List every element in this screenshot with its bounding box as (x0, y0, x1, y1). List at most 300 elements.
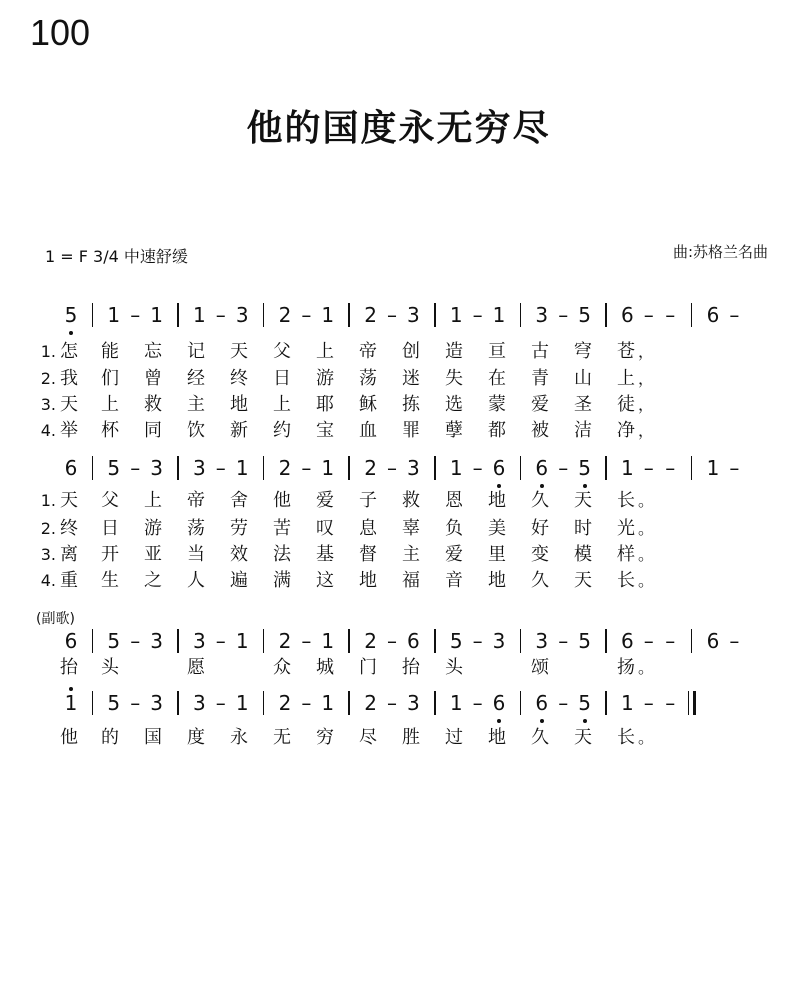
duration-dash: – (472, 303, 483, 327)
lyric-char: 他 (273, 490, 291, 511)
lyric-char: 法 (273, 544, 291, 565)
lyric-char: 们 (101, 368, 119, 389)
note: 6 (621, 303, 634, 327)
barline (605, 629, 607, 653)
lyric-char: 救 (144, 394, 162, 415)
note: 6 (492, 691, 506, 715)
note: 2 (364, 456, 377, 480)
lyric-char: 穹 (574, 341, 592, 362)
barline (177, 629, 179, 653)
verse-number: 4. (40, 571, 56, 590)
note: 3 (150, 629, 163, 653)
lyric-char: 被 (531, 420, 549, 441)
note: 5 (578, 303, 591, 327)
verse-number: 1. (40, 491, 56, 510)
note: 1 (321, 303, 335, 327)
note: 1 (449, 303, 463, 327)
lyric-char: 上 (101, 394, 119, 415)
lyric-char: 天 (60, 490, 78, 511)
lyric-char: 地 (230, 394, 248, 415)
note: 3 (535, 629, 549, 653)
duration-dash: – (643, 629, 654, 653)
barline (520, 456, 522, 480)
duration-dash: – (643, 456, 654, 480)
lyric-punctuation: ， (638, 369, 655, 388)
duration-dash: – (130, 456, 141, 480)
chorus-label: (副歌) (36, 611, 75, 627)
note: 1 (449, 691, 463, 715)
lyric-char: 他 (60, 727, 78, 748)
lyric-char: 子 (359, 490, 377, 511)
lyric-char: 都 (488, 420, 506, 441)
duration-dash: – (665, 303, 676, 327)
note: 2 (278, 303, 292, 327)
duration-dash: – (130, 629, 141, 653)
lyric-char: 日 (101, 518, 119, 539)
lyric-punctuation: 。 (638, 728, 655, 747)
barline (263, 303, 265, 327)
octave-dot-below (497, 719, 501, 723)
note: 1 (621, 691, 634, 715)
barline (348, 303, 350, 327)
note: 3 (407, 303, 420, 327)
lyric-char: 变 (531, 544, 549, 565)
barline (691, 456, 693, 480)
note: 6 (64, 629, 78, 653)
barline (520, 691, 522, 715)
lyric-char: 重 (60, 570, 78, 591)
note: 1 (193, 303, 206, 327)
lyric-char: 长 (617, 570, 635, 591)
barline (263, 691, 265, 715)
lyric-punctuation: 。 (638, 519, 655, 538)
note: 3 (407, 691, 420, 715)
lyric-char: 督 (359, 544, 377, 565)
lyric-char: 罪 (402, 420, 420, 441)
lyric-char: 扬 (617, 657, 635, 678)
lyric-char: 上 (144, 490, 162, 511)
lyric-char: 久 (531, 570, 549, 591)
lyric-char: 地 (488, 570, 506, 591)
lyric-char: 亚 (144, 544, 162, 565)
key-signature: 1 = F 3/4 中速舒缓 (45, 247, 188, 266)
note: 3 (193, 629, 206, 653)
verse-number: 3. (40, 545, 56, 564)
lyric-char: 时 (574, 518, 592, 539)
lyric-char: 苍 (617, 341, 635, 362)
note: 3 (193, 691, 206, 715)
lyric-char: 荡 (187, 518, 205, 539)
lyric-char: 杯 (101, 420, 119, 441)
lyric-char: 救 (402, 490, 420, 511)
note: 3 (535, 303, 549, 327)
note: 2 (278, 456, 292, 480)
barline (177, 691, 179, 715)
barline (348, 456, 350, 480)
lyric-char: 天 (574, 727, 592, 748)
note: 3 (492, 629, 506, 653)
note: 1 (235, 456, 249, 480)
lyric-char: 帝 (359, 341, 377, 362)
note: 5 (578, 691, 591, 715)
notation-line (0, 453, 797, 483)
lyric-char: 辜 (402, 518, 420, 539)
note: 1 (492, 303, 506, 327)
note: 1 (621, 456, 634, 480)
barline (605, 456, 607, 480)
lyric-char: 地 (488, 490, 506, 511)
song-title: 他的国度永无穷尽 (246, 107, 551, 149)
lyric-char: 无 (273, 727, 291, 748)
lyric-char: 息 (359, 518, 377, 539)
barline (434, 691, 436, 715)
lyric-char: 度 (187, 727, 205, 748)
note: 6 (407, 629, 420, 653)
lyric-char: 能 (101, 341, 119, 362)
lyric-char: 终 (230, 368, 248, 389)
composer-credit: 曲:苏格兰名曲 (673, 243, 769, 261)
octave-dot-below (69, 331, 73, 335)
lyric-char: 光 (617, 518, 635, 539)
lyric-char: 曾 (144, 368, 162, 389)
lyric-char: 天 (230, 341, 248, 362)
lyric-char: 我 (60, 368, 78, 389)
lyric-char: 爱 (531, 394, 549, 415)
note: 2 (364, 691, 377, 715)
lyric-char: 游 (144, 518, 162, 539)
lyric-char: 洁 (574, 420, 592, 441)
lyric-char: 迷 (402, 368, 420, 389)
lyric-char: 血 (359, 420, 377, 441)
lyric-char: 亘 (488, 341, 506, 362)
note: 6 (64, 456, 78, 480)
verse-number: 2. (40, 519, 56, 538)
note: 1 (107, 303, 121, 327)
lyric-char: 胜 (402, 727, 420, 748)
duration-dash: – (301, 456, 312, 480)
note: 5 (578, 629, 591, 653)
lyric-char: 父 (101, 490, 119, 511)
lyric-char: 生 (101, 570, 119, 591)
duration-dash: – (387, 691, 397, 715)
lyric-char: 造 (445, 341, 463, 362)
verse-number: 4. (40, 421, 56, 440)
lyric-char: 抬 (60, 657, 78, 678)
octave-dot-below (583, 719, 587, 723)
lyric-char: 人 (187, 570, 205, 591)
lyric-char: 众 (273, 657, 291, 678)
lyric-char: 效 (230, 544, 248, 565)
lyric-char: 劳 (230, 518, 248, 539)
note: 5 (64, 303, 78, 327)
lyric-char: 样 (617, 544, 635, 565)
lyric-punctuation: ， (638, 421, 655, 440)
lyric-char: 古 (531, 341, 549, 362)
lyric-char: 失 (445, 368, 463, 389)
page-number: 100 (30, 12, 91, 53)
lyric-char: 主 (187, 394, 205, 415)
lyric-char: 模 (574, 544, 592, 565)
duration-dash: – (558, 456, 569, 480)
lyric-char: 久 (531, 727, 549, 748)
duration-dash: – (301, 303, 312, 327)
duration-dash: – (387, 629, 397, 653)
duration-dash: – (215, 629, 226, 653)
lyric-char: 同 (144, 420, 162, 441)
lyric-char: 记 (187, 341, 205, 362)
barline (177, 303, 179, 327)
lyric-char: 净 (617, 420, 635, 441)
lyric-char: 头 (445, 657, 463, 678)
note: 1 (321, 629, 335, 653)
lyric-char: 之 (144, 570, 162, 591)
barline (348, 629, 350, 653)
notation-line (0, 300, 797, 330)
octave-dot-below (540, 719, 544, 723)
duration-dash: – (301, 691, 312, 715)
duration-dash: – (665, 629, 676, 653)
final-barline-thick (693, 691, 697, 715)
note: 3 (193, 456, 206, 480)
barline (605, 303, 607, 327)
lyric-char: 永 (230, 727, 248, 748)
barline (691, 629, 693, 653)
duration-dash: – (643, 303, 654, 327)
lyric-char: 上 (273, 394, 291, 415)
note: 1 (235, 629, 249, 653)
lyric-char: 爱 (316, 490, 334, 511)
lyric-char: 拣 (402, 394, 420, 415)
lyric-punctuation: 。 (638, 545, 655, 564)
duration-dash: – (130, 303, 141, 327)
barline (434, 303, 436, 327)
lyric-char: 这 (316, 570, 334, 591)
lyric-char: 饮 (187, 420, 205, 441)
lyric-char: 穷 (316, 727, 334, 748)
note: 5 (449, 629, 463, 653)
lyric-char: 徒 (617, 394, 635, 415)
note: 2 (364, 629, 377, 653)
lyric-char: 创 (402, 341, 420, 362)
lyric-line (0, 392, 797, 418)
barline (263, 456, 265, 480)
notation-line (0, 626, 797, 656)
lyric-char: 美 (488, 518, 506, 539)
note: 1 (321, 691, 335, 715)
note: 5 (107, 456, 121, 480)
lyric-char: 孽 (445, 420, 463, 441)
note: 2 (364, 303, 377, 327)
lyric-char: 日 (273, 368, 291, 389)
verse-number: 1. (40, 342, 56, 361)
note: 3 (150, 691, 163, 715)
lyric-char: 荡 (359, 368, 377, 389)
verse-number: 2. (40, 369, 56, 388)
duration-dash: – (729, 629, 740, 653)
lyric-char: 主 (402, 544, 420, 565)
duration-dash: – (472, 691, 483, 715)
note: 5 (107, 691, 121, 715)
lyric-line (0, 655, 797, 681)
duration-dash: – (558, 691, 569, 715)
lyric-char: 游 (316, 368, 334, 389)
lyric-char: 的 (101, 727, 119, 748)
barline (92, 629, 94, 653)
lyric-char: 离 (60, 544, 78, 565)
barline (605, 691, 607, 715)
lyric-punctuation: 。 (638, 491, 655, 510)
verse-number: 3. (40, 395, 56, 414)
duration-dash: – (643, 691, 654, 715)
duration-dash: – (215, 303, 226, 327)
lyric-line (0, 366, 797, 392)
lyric-char: 好 (531, 518, 549, 539)
lyric-char: 帝 (187, 490, 205, 511)
lyric-char: 上 (316, 341, 334, 362)
duration-dash: – (387, 456, 397, 480)
lyric-char: 颂 (531, 657, 549, 678)
lyric-char: 天 (60, 394, 78, 415)
note: 6 (535, 456, 549, 480)
lyric-char: 叹 (316, 518, 334, 539)
note: 2 (278, 691, 292, 715)
lyric-char: 开 (101, 544, 119, 565)
lyric-line (0, 725, 797, 751)
lyric-char: 上 (617, 368, 635, 389)
lyric-punctuation: 。 (638, 658, 655, 677)
barline (348, 691, 350, 715)
note: 5 (107, 629, 121, 653)
barline (177, 456, 179, 480)
lyric-char: 恩 (445, 490, 463, 511)
note: 6 (706, 303, 720, 327)
barline (434, 629, 436, 653)
lyric-char: 爱 (445, 544, 463, 565)
lyric-char: 负 (445, 518, 463, 539)
final-barline-thin (688, 691, 690, 715)
note: 3 (235, 303, 249, 327)
barline (520, 303, 522, 327)
lyric-char: 福 (402, 570, 420, 591)
duration-dash: – (665, 691, 676, 715)
lyric-char: 忘 (144, 341, 162, 362)
note: 6 (492, 456, 506, 480)
duration-dash: – (558, 629, 569, 653)
duration-dash: – (472, 629, 483, 653)
barline (92, 456, 94, 480)
lyric-char: 地 (359, 570, 377, 591)
lyric-char: 里 (488, 544, 506, 565)
lyric-char: 父 (273, 341, 291, 362)
lyric-char: 长 (617, 490, 635, 511)
lyric-char: 愿 (187, 657, 205, 678)
lyric-line (0, 542, 797, 568)
lyric-char: 音 (445, 570, 463, 591)
barline (92, 303, 94, 327)
note: 1 (64, 691, 78, 715)
duration-dash: – (215, 691, 226, 715)
lyric-char: 城 (316, 657, 334, 678)
duration-dash: – (130, 691, 141, 715)
lyric-char: 山 (574, 368, 592, 389)
lyric-line (0, 339, 797, 365)
lyric-char: 天 (574, 490, 592, 511)
barline (92, 691, 94, 715)
barline (520, 629, 522, 653)
lyric-char: 久 (531, 490, 549, 511)
lyric-char: 约 (273, 420, 291, 441)
lyric-char: 耶 (316, 394, 334, 415)
note: 1 (235, 691, 249, 715)
duration-dash: – (387, 303, 397, 327)
lyric-char: 长 (617, 727, 635, 748)
note: 6 (621, 629, 634, 653)
note: 6 (706, 629, 720, 653)
lyric-char: 青 (531, 368, 549, 389)
lyric-char: 宝 (316, 420, 334, 441)
lyric-line (0, 488, 797, 514)
duration-dash: – (301, 629, 312, 653)
lyric-char: 过 (445, 727, 463, 748)
note: 6 (535, 691, 549, 715)
lyric-char: 国 (144, 727, 162, 748)
note: 1 (321, 456, 335, 480)
lyric-char: 圣 (574, 394, 592, 415)
lyric-char: 经 (187, 368, 205, 389)
lyric-char: 头 (101, 657, 119, 678)
lyric-char: 苦 (273, 518, 291, 539)
lyric-punctuation: ， (638, 342, 655, 361)
octave-dot-above (69, 687, 73, 691)
lyric-char: 稣 (359, 394, 377, 415)
note: 1 (706, 456, 720, 480)
note: 1 (449, 456, 463, 480)
lyric-char: 选 (445, 394, 463, 415)
duration-dash: – (215, 456, 226, 480)
note: 1 (150, 303, 163, 327)
lyric-char: 蒙 (488, 394, 506, 415)
note: 5 (578, 456, 591, 480)
note: 3 (407, 456, 420, 480)
lyric-line (0, 568, 797, 594)
duration-dash: – (472, 456, 483, 480)
duration-dash: – (729, 303, 740, 327)
lyric-char: 抬 (402, 657, 420, 678)
duration-dash: – (665, 456, 676, 480)
lyric-line (0, 418, 797, 444)
lyric-char: 地 (488, 727, 506, 748)
lyric-char: 在 (488, 368, 506, 389)
lyric-punctuation: 。 (638, 571, 655, 590)
lyric-line (0, 516, 797, 542)
lyric-char: 舍 (230, 490, 248, 511)
lyric-punctuation: ， (638, 395, 655, 414)
lyric-char: 基 (316, 544, 334, 565)
note: 3 (150, 456, 163, 480)
note: 2 (278, 629, 292, 653)
duration-dash: – (558, 303, 569, 327)
barline (434, 456, 436, 480)
lyric-char: 门 (359, 657, 377, 678)
barline (691, 303, 693, 327)
lyric-char: 满 (273, 570, 291, 591)
lyric-char: 尽 (359, 727, 377, 748)
notation-line (0, 688, 797, 718)
barline (263, 629, 265, 653)
lyric-char: 当 (187, 544, 205, 565)
duration-dash: – (729, 456, 740, 480)
lyric-char: 遍 (230, 570, 248, 591)
